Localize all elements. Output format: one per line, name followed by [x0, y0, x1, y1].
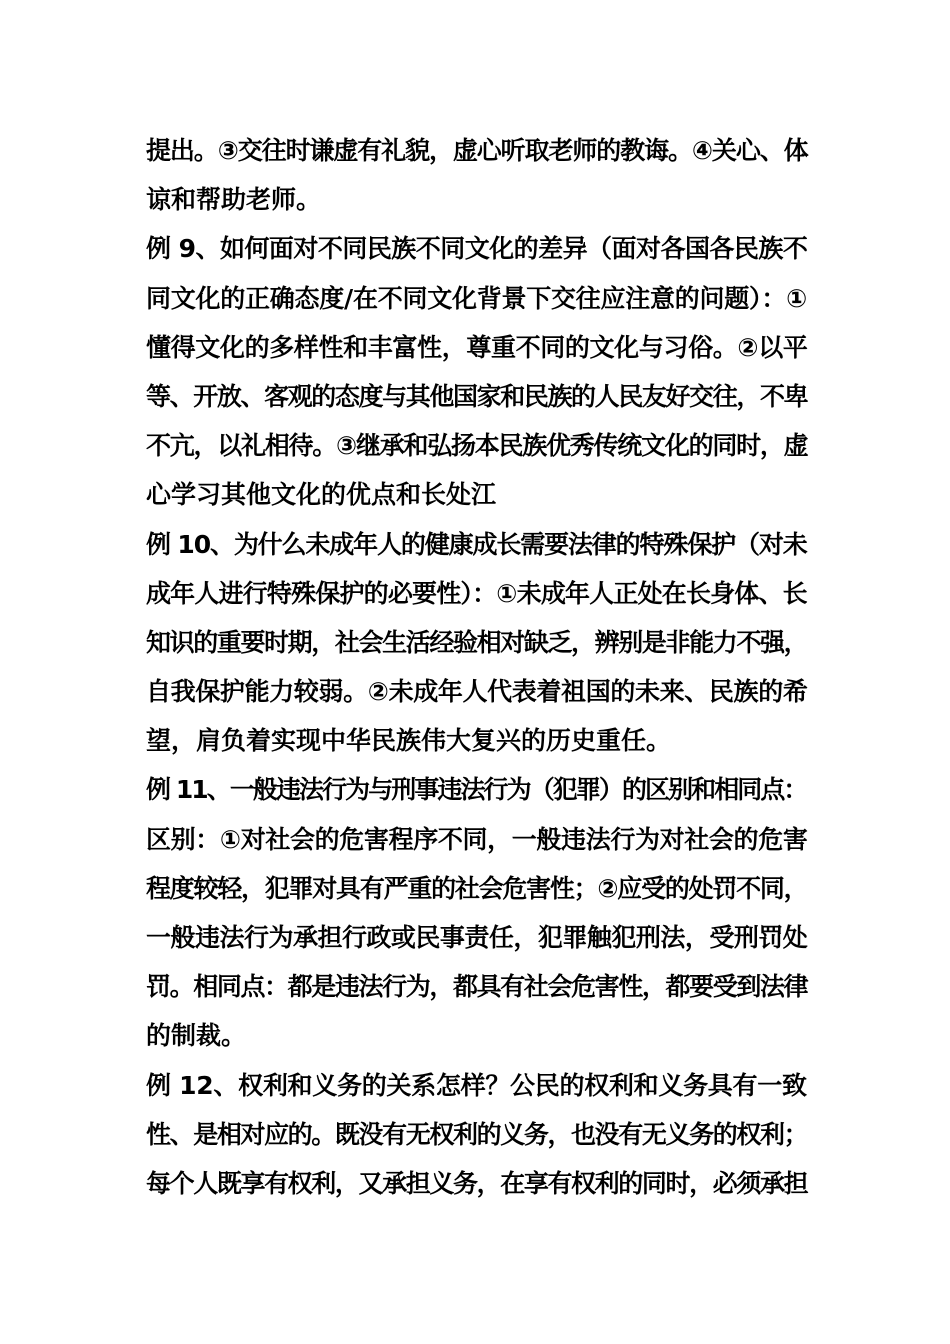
text-line: 自我保护能力较弱。②未成年人代表着祖国的未来、民族的希	[146, 677, 808, 707]
text-line: 例 12、权利和义务的关系怎样？公民的权利和义务具有一致	[146, 1070, 807, 1100]
text-line: 不亢，以礼相待。③继承和弘扬本民族优秀传统文化的同时，虚	[146, 431, 808, 461]
text-line: 心学习其他文化的优点和长处江	[146, 480, 497, 510]
text-line: 知识的重要时期，社会生活经验相对缺乏，辨别是非能力不强，	[146, 627, 808, 657]
text-line: 程度较轻，犯罪对具有严重的社会危害性；②应受的处罚不同，	[146, 873, 808, 903]
text-line: 的制裁。	[146, 1021, 247, 1051]
document-body	[146, 126, 810, 1208]
text-line: 提出。③交往时谦虚有礼貌，虚心听取老师的教诲。④关心、体	[146, 136, 808, 165]
text-line: 一般违法行为承担行政或民事责任，犯罪触犯刑法，受刑罚处	[146, 923, 808, 952]
text-line: 例 11、一般违法行为与刑事违法行为（犯罪）的区别和相同点：	[146, 775, 807, 805]
text-line: 望，肩负着实现中华民族伟大复兴的历史重任。	[146, 726, 672, 756]
text-line: 区别：①对社会的危害程序不同，一般违法行为对社会的危害	[146, 824, 808, 854]
text-line: 谅和帮助老师。	[146, 185, 322, 215]
text-line: 成年人进行特殊保护的必要性）：①未成年人正处在长身体、长	[146, 578, 807, 608]
text-line: 懂得文化的多样性和丰富性，尊重不同的文化与习俗。②以平	[146, 332, 808, 362]
text-line: 罚。相同点：都是违法行为，都具有社会危害性，都要受到法律	[146, 972, 808, 1002]
text-line: 同文化的正确态度/在不同文化背景下交往应注意的问题）：①	[146, 283, 808, 313]
text-line: 例 10、为什么未成年人的健康成长需要法律的特殊保护（对未	[146, 529, 807, 559]
text-line: 例 9、如何面对不同民族不同文化的差异（面对各国各民族不	[146, 234, 808, 264]
text-line: 性、是相对应的。既没有无权利的义务，也没有无义务的权利；	[146, 1119, 808, 1149]
text-line: 等、开放、客观的态度与其他国家和民族的人民友好交往，不卑	[146, 381, 808, 411]
text-line: 每个人既享有权利，又承担义务，在享有权利的同时，必须承担	[146, 1168, 808, 1198]
